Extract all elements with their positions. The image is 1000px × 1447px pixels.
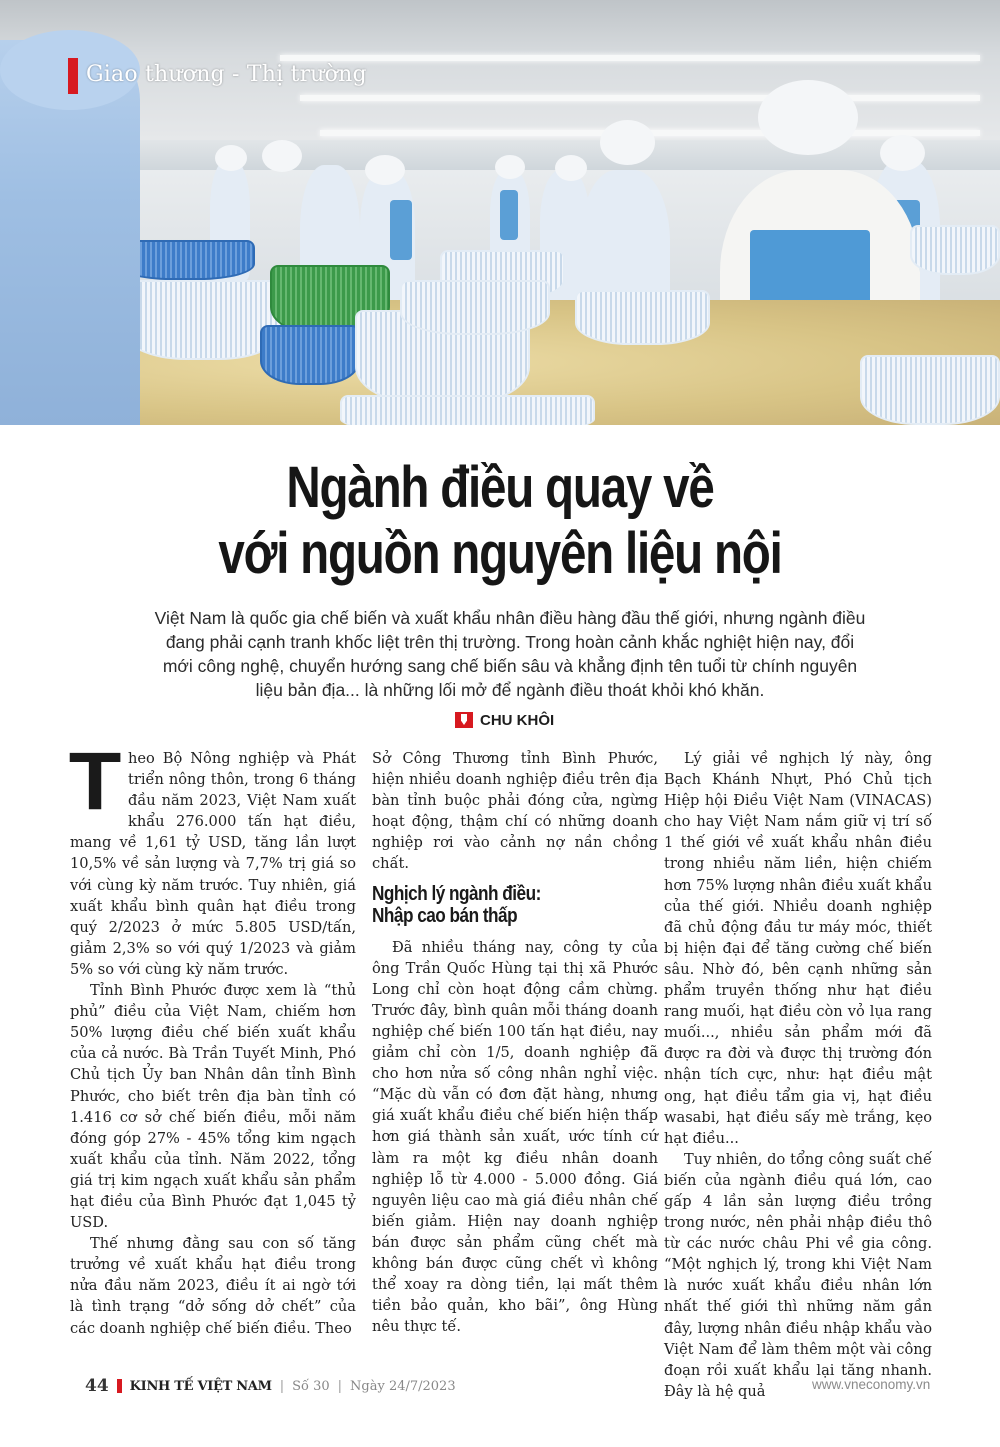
article-lead: Việt Nam là quốc gia chế biến và xuất khẩu nhân điều hàng đầu thế giới, nhưng ngành điều đang phải cạnh tranh khốc liệt trên thị trường. Trong hoàn cảnh khắc nghiệt hiện nay, đổi mới công nghệ, chuyển hướng sang chế biến sâu và khẳng định tên tuổi từ chính nguyên liệu bản địa... là những lối mở để ngành điều thoát khỏi khó khăn. <box>154 608 866 700</box>
byline <box>455 711 554 729</box>
author-name: CHU KHÔI <box>480 711 555 729</box>
headline-line-1: Ngành điều quay về <box>286 455 714 520</box>
photo-basket <box>860 355 1000 425</box>
photo-worker-cap <box>215 145 247 171</box>
photo-worker-apron <box>390 200 412 260</box>
footer-separator: | <box>279 1378 285 1394</box>
magazine-name: KINH TẾ VIỆT NAM <box>129 1378 272 1394</box>
section-label: Giao thương - Thị trường <box>86 62 367 87</box>
article-headline <box>90 455 910 587</box>
footer-separator: | <box>337 1378 343 1394</box>
issue-number: Số 30 <box>292 1378 330 1394</box>
subheading-line-2: Nhập cao bán thấp <box>372 904 518 927</box>
section-accent-bar <box>68 58 78 94</box>
body-column-1 <box>68 736 356 1339</box>
photo-basket <box>910 225 1000 275</box>
photo-basket <box>400 280 550 335</box>
paragraph: Tuy nhiên, do tổng công suất chế biến của ngành điều quá lớn, cao gấp 4 lần sản lượng điều trồng trong nước, nên phải nhập điều thô từ các nước châu Phi về gia công. “Một nghịch lý, trong khi Việt Nam là nước xuất khẩu điều nhân lớn nhất thế giới thì những năm gần đây, lượng nhân điều nhập khẩu vào Việt Nam để làm thêm một vài công đoạn rồi xuất khẩu lại tăng nhanh. Đây là hệ quả <box>664 1150 932 1400</box>
paragraph: Đã nhiều tháng nay, công ty của ông Trần Quốc Hùng tại thị xã Phước Long chỉ còn hoạt động cầm chừng. Trước đây, bình quân mỗi tháng doanh nghiệp chế biến 100 tấn hạt điều, nay giảm chỉ còn 1/5, doanh nghiệp đã cho hơn nửa số công nhân nghỉ việc. “Mặc dù vẫn có đơn đặt hàng, nhưng giá xuất khẩu điều chế biến hiện thấp hơn giá thành sản xuất, ước tính cứ làm ra một kg điều nhân doanh nghiệp lỗ từ 4.000 - 5.000 đồng. Giá nguyên liệu cao mà giá điều nhân chế biến giảm. Hiện nay doanh nghiệp bán được sản phẩm cũng chết mà không bán được cũng chết vì không thể xoay ra dòng tiền, lại mất thêm tiền bảo quản, kho bãi”, ông Hùng nêu thực tế. <box>372 938 658 1336</box>
photo-basket <box>260 325 360 385</box>
photo-basket <box>340 395 595 425</box>
subheading-line-1: Nghịch lý ngành điều: <box>372 882 541 905</box>
photo-worker-cap <box>495 155 525 179</box>
photo-basket <box>575 290 710 345</box>
drop-cap: T <box>68 736 122 827</box>
paragraph: heo Bộ Nông nghiệp và Phát triển nông thôn, trong 6 tháng đầu năm 2023, Việt Nam xuất khẩu 276.000 tấn hạt điều, mang về 1,61 tỷ USD, tăng lần lượt 10,5% về sản lượng và 7,7% trị giá so với cùng kỳ năm trước. Tuy nhiên, giá xuất khẩu bình quân hạt điều trong quý 2/2023 ở mức 5.805 USD/tấn, giảm 2,3% so với quý 1/2023 và giảm 5% so với cùng kỳ năm trước. <box>70 750 356 978</box>
website-link[interactable]: www.vneconomy.vn <box>812 1377 931 1392</box>
photo-worker-cap <box>880 135 925 171</box>
page-number: 44 <box>85 1376 109 1396</box>
page-footer <box>85 1376 456 1396</box>
photo-worker-cap <box>262 140 302 172</box>
photo-worker-cap <box>555 155 587 181</box>
photo-ceiling-light <box>280 55 980 61</box>
paragraph: Lý giải về nghịch lý này, ông Bạch Khánh Nhựt, Phó Chủ tịch Hiệp hội Điều Việt Nam (VINACAS) cho hay Việt Nam nắm giữ vị trí số 1 thế giới về xuất khẩu nhân điều trong nhiều năm liền, hiện chiếm hơn 75% lượng nhân điều xuất khẩu của thế giới. Nhiều doanh nghiệp đã chủ động đầu tư máy móc, thiết bị hiện đại để tăng cường chế biến sâu. Nhờ đó, bên cạnh những sản phẩm truyền thống như hạt điều rang muối, hạt điều còn vỏ lụa rang muối..., nhiều sản phẩm mới đã được ra đời và được thị trường đón nhận tích cực, như: hạt điều mật ong, hạt điều tẩm gia vị, hạt điều wasabi, hạt điều sấy mè trắng, kẹo hạt điều... <box>664 750 932 1147</box>
photo-ceiling-light <box>300 95 980 101</box>
paragraph: Thế nhưng đằng sau con số tăng trưởng về xuất khẩu hạt điều trong nửa đầu năm 2023, điều ít ai ngờ tới là tình trạng “dở sống dở chết” của các doanh nghiệp chế biến điều. Theo <box>70 1235 356 1337</box>
issue-date: Ngày 24/7/2023 <box>350 1378 456 1394</box>
pen-icon <box>455 712 473 728</box>
body-column-2 <box>372 748 658 1337</box>
photo-worker-cap <box>365 155 405 185</box>
photo-worker-cap <box>758 80 858 155</box>
photo-worker-cap <box>600 120 655 165</box>
subheading <box>372 883 656 927</box>
body-column-3 <box>664 748 932 1402</box>
paragraph: Tỉnh Bình Phước được xem là “thủ phủ” điều của Việt Nam, chiếm hơn 50% lượng điều chế biến xuất khẩu của cả nước. Bà Trần Tuyết Minh, Phó Chủ tịch Ủy ban Nhân dân tỉnh Bình Phước, cho biết trên địa bàn tỉnh có 1.416 cơ sở chế biến điều, mỗi năm đóng góp 27% - 45% tổng kim ngạch xuất khẩu của tỉnh. Năm 2022, tổng giá trị kim ngạch xuất khẩu sản phẩm hạt điều của Bình Phước đạt 1,045 tỷ USD. <box>70 982 356 1232</box>
photo-worker-apron <box>500 190 518 240</box>
headline-line-2: với nguồn nguyên liệu nội <box>218 521 782 586</box>
footer-accent-mark <box>117 1379 122 1393</box>
paragraph: Sở Công Thương tỉnh Bình Phước, hiện nhiều doanh nghiệp điều trên địa bàn tỉnh buộc phải đóng cửa, ngừng hoạt động, thậm chí có những doanh nghiệp rơi vào cảnh nợ nần chồng chất. <box>372 750 658 873</box>
